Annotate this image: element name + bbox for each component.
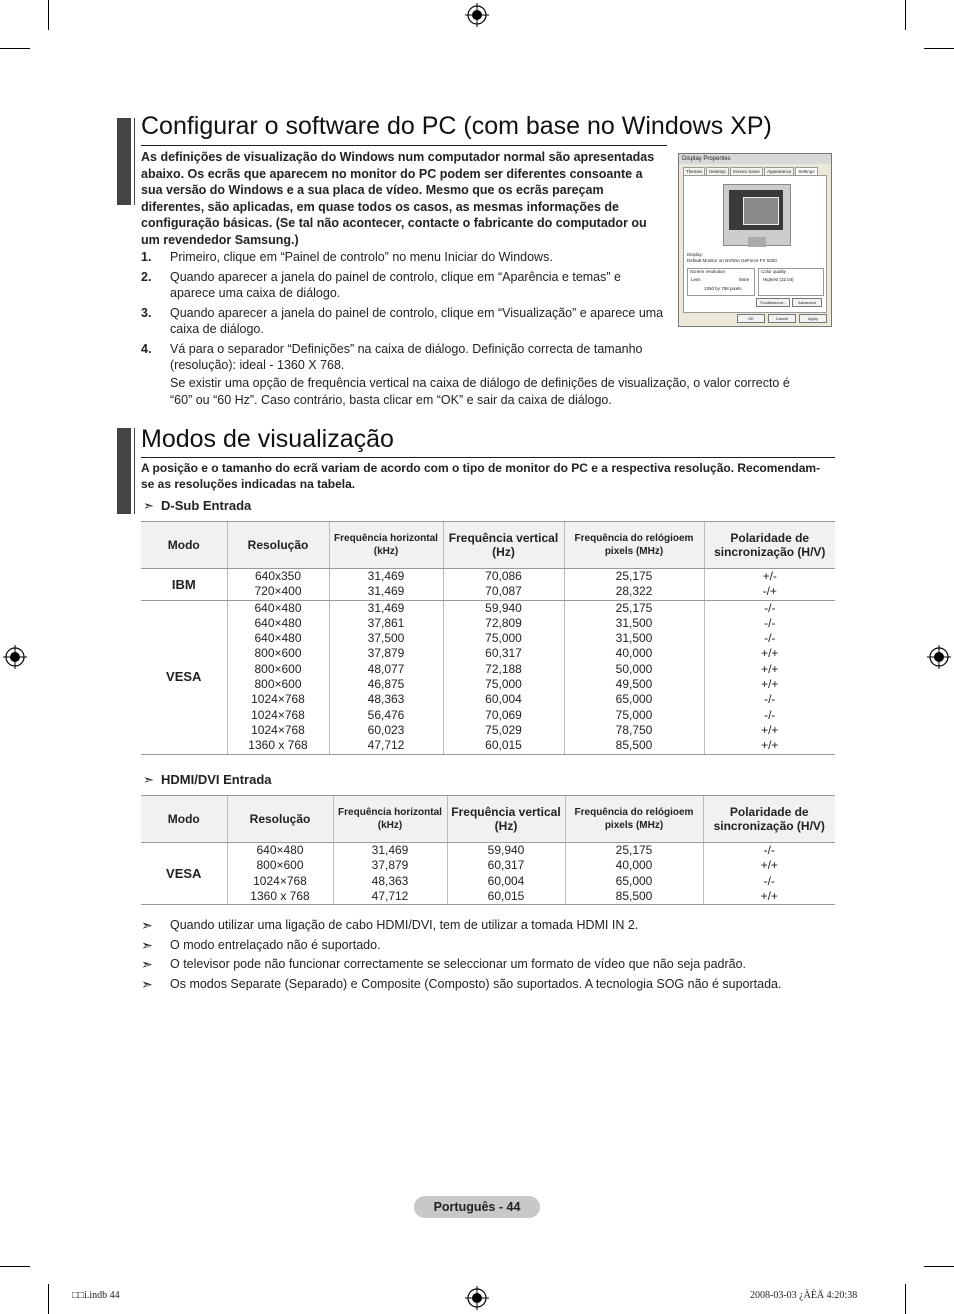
dialog-titlebar: Display Properties xyxy=(679,154,831,164)
note-item xyxy=(141,917,836,934)
section-sidebar xyxy=(117,118,131,205)
hfreq-value: 31,469 xyxy=(367,584,405,599)
tab-desktop: Desktop xyxy=(706,167,729,176)
note-item xyxy=(141,956,836,973)
tab-appearance: Appearance xyxy=(764,167,794,176)
vfreq-value: 75,000 xyxy=(485,631,522,646)
section-sidebar xyxy=(117,428,131,514)
page-number-badge: Português - 44 xyxy=(414,1196,540,1218)
more-label: More xyxy=(739,277,750,282)
print-slug-left: □□i.indb 44 xyxy=(72,1290,120,1301)
dialog-panel xyxy=(683,175,827,313)
pixclock-value: 65,000 xyxy=(615,873,653,888)
ok-button: OK xyxy=(737,314,765,323)
resolution-value: 640×480 xyxy=(256,843,304,857)
registration-mark-icon xyxy=(465,1286,489,1310)
resolution-value: 720×400 xyxy=(254,584,302,599)
resolution-value: 1024×768 xyxy=(253,873,307,888)
vfreq-value: 70,069 xyxy=(485,707,522,722)
header-resolution: Resolução xyxy=(227,522,329,569)
pixclock-value: 25,175 xyxy=(615,843,653,857)
resolution-value: 800×600 xyxy=(254,646,302,661)
resolution-value: 1024×768 xyxy=(251,692,305,707)
hdmi-mode-table xyxy=(141,795,835,905)
monitor-preview xyxy=(723,184,791,246)
pixclock-cell xyxy=(564,600,704,754)
vfreq-cell xyxy=(443,600,564,754)
display-label: Display: xyxy=(687,252,704,257)
step-extra-note: Se existir uma opção de frequência vertical na caixa de diálogo de definições de visualização, o valor correcto é “60” ou “60 Hz”. Caso contrário, basta clicar em “OK” e sair da caixa de diálogo. xyxy=(170,376,790,407)
hfreq-value: 31,469 xyxy=(367,600,405,615)
polarity-value: -/- xyxy=(763,843,775,857)
table-row xyxy=(141,569,835,601)
step-item xyxy=(141,341,666,374)
vfreq-cell xyxy=(443,569,564,601)
vfreq-value: 59,940 xyxy=(487,843,525,857)
polarity-value: -/- xyxy=(764,615,776,630)
polarity-value: +/- xyxy=(762,569,777,583)
mode-cell: VESA xyxy=(141,843,227,905)
header-hfreq: Frequência horizontal (kHz) xyxy=(333,796,447,843)
hfreq-cell xyxy=(329,600,443,754)
display-properties-screenshot xyxy=(678,153,832,327)
vfreq-value: 60,004 xyxy=(487,873,525,888)
header-vfreq: Frequência vertical (Hz) xyxy=(447,796,565,843)
hdmi-label: HDMI/DVI Entrada xyxy=(161,772,272,787)
header-hfreq: Frequência horizontal (kHz) xyxy=(329,522,443,569)
table-header-row xyxy=(141,796,835,843)
resolution-value: 1360 by 768 pixels xyxy=(704,286,742,291)
notes-list xyxy=(141,917,836,995)
resolution-value: 640×480 xyxy=(254,631,302,646)
note-item xyxy=(141,937,836,954)
pixclock-cell xyxy=(564,569,704,601)
hfreq-value: 48,363 xyxy=(367,692,405,707)
polarity-value: -/- xyxy=(763,873,775,888)
polarity-value: -/- xyxy=(764,631,776,646)
hfreq-value: 37,861 xyxy=(367,615,405,630)
resolution-value: 640×480 xyxy=(254,615,302,630)
resolution-value: 1360 x 768 xyxy=(250,888,310,903)
hfreq-value: 46,875 xyxy=(367,677,405,692)
mode-cell: IBM xyxy=(141,569,227,601)
step-number: 4. xyxy=(141,341,152,356)
step-text: Quando aparecer a janela do painel de controlo, clique em “Aparência e temas” e aparece uma caixa de diálogo. xyxy=(170,269,621,300)
vfreq-value: 60,015 xyxy=(487,888,525,903)
table-row xyxy=(141,843,835,905)
tab-screen-saver: Screen Saver xyxy=(730,167,763,176)
vfreq-value: 70,087 xyxy=(485,584,522,599)
pixclock-value: 65,000 xyxy=(615,692,653,707)
step-number: 1. xyxy=(141,250,152,264)
polarity-value: +/+ xyxy=(760,888,778,903)
note-item xyxy=(141,976,836,993)
step-item xyxy=(141,269,666,302)
polarity-value: -/+ xyxy=(762,584,777,599)
registration-mark-icon xyxy=(927,645,951,669)
hfreq-cell xyxy=(329,569,443,601)
hfreq-value: 48,363 xyxy=(371,873,409,888)
resolution-value: 1360 x 768 xyxy=(248,738,308,753)
section-title: Modos de visualização xyxy=(141,425,394,453)
crop-mark xyxy=(0,1266,30,1267)
polarity-cell xyxy=(703,843,835,905)
hdmi-subheading xyxy=(143,772,272,788)
note-arrow-icon: ➣ xyxy=(141,936,153,953)
hfreq-value: 56,476 xyxy=(367,707,405,722)
hfreq-cell xyxy=(333,843,447,905)
polarity-value: +/+ xyxy=(760,858,778,873)
header-resolution: Resolução xyxy=(227,796,333,843)
pixclock-value: 78,750 xyxy=(615,722,653,737)
table-header-row xyxy=(141,522,835,569)
vfreq-value: 72,188 xyxy=(485,661,522,676)
steps-list xyxy=(141,249,666,377)
title-rule xyxy=(141,145,667,146)
print-slug-right: 2008-03-03 ¿ÀÈÄ 4:20:38 xyxy=(750,1290,858,1301)
hfreq-value: 37,500 xyxy=(367,631,405,646)
polarity-value: +/+ xyxy=(761,677,779,692)
polarity-cell xyxy=(704,569,835,601)
pixclock-value: 40,000 xyxy=(615,646,653,661)
dsub-subheading xyxy=(143,498,251,514)
polarity-value: -/- xyxy=(764,600,776,615)
display-value: Default Monitor on NVIDIA GeForce FX 5200 xyxy=(687,258,777,263)
dsub-mode-table xyxy=(141,521,835,755)
pixclock-value: 40,000 xyxy=(615,858,653,873)
note-text: Os modos Separate (Separado) e Composite (Composto) são suportados. A tecnologia SOG não é suportada. xyxy=(170,976,782,991)
step-item xyxy=(141,305,666,338)
header-mode: Modo xyxy=(141,522,227,569)
hfreq-value: 31,469 xyxy=(367,569,405,583)
vfreq-value: 60,317 xyxy=(485,646,522,661)
pixclock-value: 49,500 xyxy=(615,677,653,692)
resolution-cell xyxy=(227,843,333,905)
vfreq-value: 59,940 xyxy=(485,600,522,615)
polarity-value: +/+ xyxy=(761,646,779,661)
resolution-cell xyxy=(227,600,329,754)
header-pixclock: Frequência do relógioem pixels (MHz) xyxy=(565,796,703,843)
color-label: Color quality xyxy=(761,269,787,274)
hfreq-value: 37,879 xyxy=(371,858,409,873)
title-rule xyxy=(141,457,835,458)
note-arrow-icon: ➣ xyxy=(143,772,154,787)
resolution-value: 640x350 xyxy=(254,569,302,583)
note-arrow-icon: ➣ xyxy=(141,956,153,972)
pixclock-value: 31,500 xyxy=(615,631,653,646)
less-label: Less xyxy=(691,277,701,282)
vfreq-value: 70,086 xyxy=(485,569,522,583)
hfreq-value: 37,879 xyxy=(367,646,405,661)
resolution-value: 800×600 xyxy=(256,858,304,873)
step-item xyxy=(141,249,666,266)
resolution-value: 1024×768 xyxy=(251,722,305,737)
polarity-value: +/+ xyxy=(761,722,779,737)
vfreq-cell xyxy=(447,843,565,905)
resolution-cell xyxy=(227,569,329,601)
hfreq-value: 31,469 xyxy=(371,843,409,857)
pixclock-value: 85,500 xyxy=(615,888,653,903)
vfreq-value: 60,317 xyxy=(487,858,525,873)
crop-mark xyxy=(0,48,30,49)
polarity-cell xyxy=(704,600,835,754)
resolution-value: 800×600 xyxy=(254,661,302,676)
crop-mark xyxy=(905,1284,906,1314)
step-text: Quando aparecer a janela do painel de controlo, clique em “Visualização” e aparece uma caixa de diálogo. xyxy=(170,305,664,336)
crop-mark xyxy=(48,1284,49,1314)
section1-intro: As definições de visualização do Windows num computador normal são apresentadas abaixo. Os ecrãs que aparecem no monitor do PC podem ser diferentes consoante a sua versão do Windows e a sua placa de vídeo. Mesmo que os ecrãs pareçam diferentes, são aplicadas, em quase todos os casos, as mesmas informações de configuração básicas. (Se tal não acontecer, contacte o fabricante do computador ou um revendedor Samsung.) xyxy=(141,150,655,247)
resolution-label: Screen resolution xyxy=(690,269,726,274)
step-number: 3. xyxy=(141,305,152,320)
tab-settings: Settings xyxy=(795,167,817,176)
note-arrow-icon: ➣ xyxy=(141,975,153,992)
note-arrow-icon: ➣ xyxy=(143,498,154,513)
vfreq-value: 60,015 xyxy=(485,738,522,753)
polarity-value: +/+ xyxy=(761,738,779,753)
table-row xyxy=(141,600,835,754)
pixclock-value: 25,175 xyxy=(615,600,653,615)
crop-mark xyxy=(924,1266,954,1267)
hfreq-value: 47,712 xyxy=(367,738,405,753)
polarity-value: -/- xyxy=(764,707,776,722)
vfreq-value: 75,029 xyxy=(485,722,522,737)
polarity-value: -/- xyxy=(764,692,776,707)
advanced-button: Advanced xyxy=(792,298,822,307)
note-text: O televisor pode não funcionar correctamente se seleccionar um formato de vídeo que não seja padrão. xyxy=(170,957,747,971)
dsub-label: D-Sub Entrada xyxy=(161,498,252,513)
section2-intro: A posição e o tamanho do ecrã variam de acordo com o tipo de monitor do PC e a respectiva resolução. Recomendam-se as resoluções indicadas na tabela. xyxy=(141,461,821,491)
color-value: Highest (32 bit) xyxy=(763,277,794,282)
note-text: Quando utilizar uma ligação de cabo HDMI/DVI, tem de utilizar a tomada HDMI IN 2. xyxy=(170,918,639,932)
pixclock-value: 31,500 xyxy=(615,615,653,630)
header-mode: Modo xyxy=(141,796,227,843)
registration-mark-icon xyxy=(465,3,489,27)
step-text: Vá para o separador “Definições” na caixa de diálogo. Definição correcta de tamanho (resolução): ideal - 1360 X 768. xyxy=(170,341,643,372)
apply-button: Apply xyxy=(799,314,827,323)
vfreq-value: 60,004 xyxy=(485,692,522,707)
vfreq-value: 75,000 xyxy=(485,677,522,692)
note-text: O modo entrelaçado não é suportado. xyxy=(170,937,381,952)
vfreq-value: 72,809 xyxy=(485,615,522,630)
resolution-value: 800×600 xyxy=(254,677,302,692)
hfreq-value: 47,712 xyxy=(371,888,409,903)
mode-cell: VESA xyxy=(141,600,227,754)
step-text: Primeiro, clique em “Painel de controlo” no menu Iniciar do Windows. xyxy=(170,250,553,264)
hfreq-value: 60,023 xyxy=(367,722,405,737)
pixclock-value: 25,175 xyxy=(615,569,653,583)
pixclock-value: 75,000 xyxy=(615,707,653,722)
troubleshoot-button: Troubleshoot... xyxy=(756,298,790,307)
pixclock-cell xyxy=(565,843,703,905)
note-arrow-icon: ➣ xyxy=(141,917,153,933)
crop-mark xyxy=(905,0,906,30)
hfreq-value: 48,077 xyxy=(367,661,405,676)
resolution-value: 640×480 xyxy=(254,600,302,615)
crop-mark xyxy=(924,48,954,49)
pixclock-value: 50,000 xyxy=(615,661,653,676)
tab-themes: Themes xyxy=(683,167,705,176)
step-number: 2. xyxy=(141,269,152,284)
page-title: Configurar o software do PC (com base no Windows XP) xyxy=(141,112,772,140)
registration-mark-icon xyxy=(3,645,27,669)
pixclock-value: 85,500 xyxy=(615,738,653,753)
header-polarity: Polaridade de sincronização (H/V) xyxy=(703,796,835,843)
header-pixclock: Frequência do relógioem pixels (MHz) xyxy=(564,522,704,569)
pixclock-value: 28,322 xyxy=(615,584,653,599)
header-vfreq: Frequência vertical (Hz) xyxy=(443,522,564,569)
polarity-value: +/+ xyxy=(761,661,779,676)
cancel-button: Cancel xyxy=(768,314,796,323)
resolution-value: 1024×768 xyxy=(251,707,305,722)
header-polarity: Polaridade de sincronização (H/V) xyxy=(704,522,835,569)
crop-mark xyxy=(48,0,49,30)
